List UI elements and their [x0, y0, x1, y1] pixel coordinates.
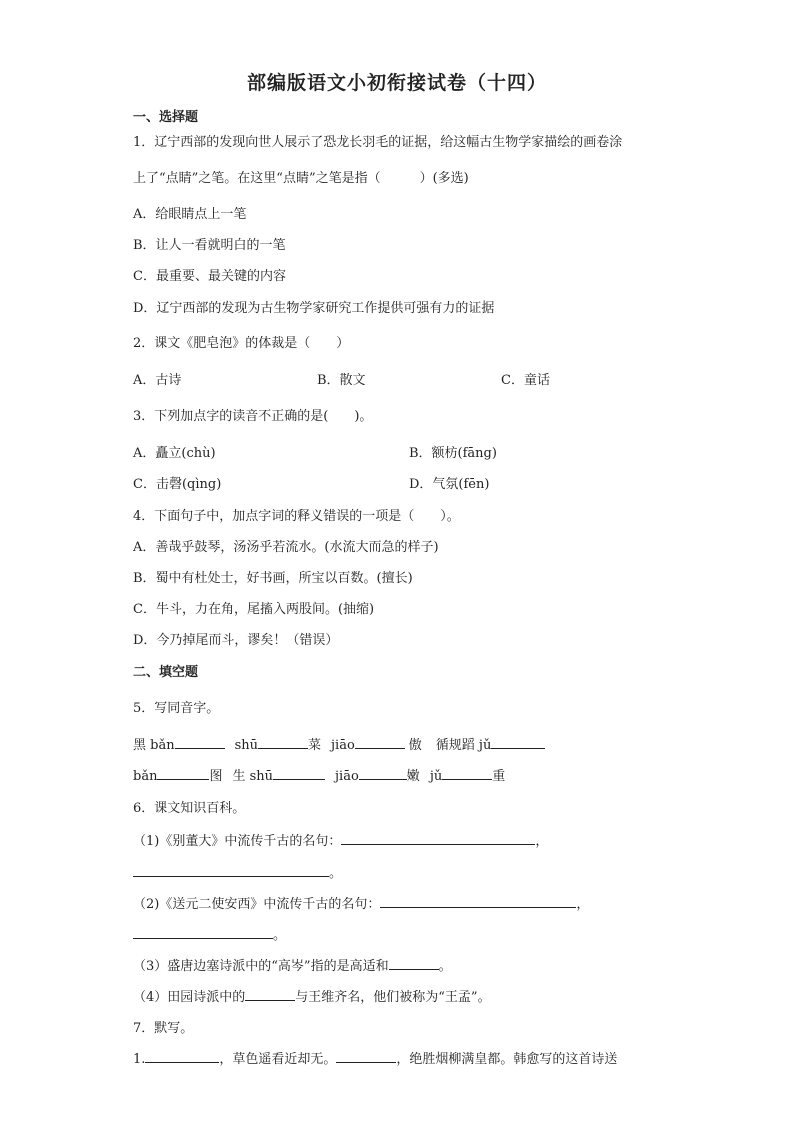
q7-prefix: 1.	[133, 1052, 146, 1067]
q5-r2-text5: 嫩	[406, 769, 420, 784]
q5-stem: 5．写同音字。	[133, 701, 220, 716]
q6-p2-blank1[interactable]	[380, 895, 576, 908]
q6-p1-blank2[interactable]	[133, 864, 329, 877]
q6-p3-blank[interactable]	[389, 957, 439, 970]
q5-r2-text2: 图	[209, 769, 223, 784]
q7-mid: ，草色遥看近却无。	[219, 1052, 337, 1067]
q2-stem: 2．课文《肥皂泡》的体裁是（ ）	[133, 336, 350, 351]
q5-r2-blank4[interactable]	[442, 767, 492, 780]
q6-part1	[133, 830, 548, 849]
q7-blank2[interactable]	[336, 1050, 396, 1063]
q1-option-c: C．最重要、最关键的内容	[133, 269, 286, 284]
q3-option-d: D．气氛(fēn)	[409, 477, 490, 492]
q6-p1-comma: ，	[535, 834, 549, 849]
q6-p2-comma: ，	[576, 897, 590, 912]
q6-part3	[133, 955, 452, 974]
q6-part1-cont	[133, 862, 342, 881]
q1-stem-line2: 上了“点睛”之笔。在这里“点睛”之笔是指（ ）(多选)	[133, 171, 469, 186]
q5-r1-text1: 黑 bǎn	[133, 738, 175, 753]
q5-r1-text6: 循规蹈 jǔ	[435, 738, 492, 753]
q4-option-d: D．今乃掉尾而斗，谬矣！（错误）	[133, 633, 339, 648]
section-heading-choice: 一、选择题	[133, 110, 199, 125]
q6-p1-period: 。	[329, 866, 343, 881]
q6-p2-text: （2)《送元二使安西》中流传千古的名句：	[133, 897, 381, 912]
q1-option-b: B．让人一看就明白的一笔	[133, 238, 286, 253]
q3-stem: 3．下列加点字的读音不正确的是( )。	[133, 409, 373, 424]
q1-stem-line1: 1．辽宁西部的发现向世人展示了恐龙长羽毛的证据，给这幅古生物学家描绘的画卷涂	[133, 135, 623, 150]
q6-p1-blank1[interactable]	[341, 832, 535, 845]
page-title: 部编版语文小初衔接试卷（十四）	[246, 72, 547, 94]
q6-p3-period: 。	[438, 959, 452, 974]
q3-option-a: A．矗立(chù)	[133, 446, 216, 461]
q1-option-a: A．给眼睛点上一笔	[133, 207, 247, 222]
q6-p3-text: （3）盛唐边塞诗派中的“高岑”指的是高适和	[133, 959, 389, 974]
q5-r2-text6: jǔ	[429, 769, 443, 784]
q5-r2-blank2[interactable]	[273, 767, 325, 780]
q2-option-a: A．古诗	[133, 373, 182, 388]
q1-option-d: D．辽宁西部的发现为古生物学家研究工作提供可强有力的证据	[133, 301, 495, 316]
q2-option-c: C．童话	[501, 373, 550, 388]
q7-tail: ，绝胜烟柳满皇都。韩愈写的这首诗送	[396, 1052, 618, 1067]
q5-r1-text5: 傲	[408, 738, 422, 753]
q5-r2-text1: bǎn	[133, 769, 158, 784]
q5-r1-text4: jiāo	[331, 738, 355, 753]
q5-r1-blank2[interactable]	[258, 736, 308, 749]
q5-r1-blank4[interactable]	[491, 736, 545, 749]
q5-row1	[133, 734, 545, 753]
q6-part2-cont	[133, 924, 286, 943]
q5-r1-blank1[interactable]	[175, 736, 225, 749]
q6-stem: 6．课文知识百科。	[133, 801, 246, 816]
q6-p2-period: 。	[273, 928, 287, 943]
q7-line1	[133, 1048, 617, 1067]
q6-p4-text1: （4）田园诗派中的	[133, 990, 246, 1005]
q5-r2-blank1[interactable]	[157, 767, 209, 780]
q4-option-a: A．善哉乎鼓琴，汤汤乎若流水。(水流大而急的样子)	[133, 540, 439, 555]
q2-option-b: B．散文	[317, 373, 366, 388]
q3-option-b: B．额枋(fāng)	[409, 446, 497, 461]
q4-stem: 4．下面句子中，加点字词的释义错误的一项是（ ）。	[133, 509, 460, 524]
q4-option-b: B．蜀中有杜处士，好书画，所宝以百数。(擅长)	[133, 571, 413, 586]
q7-stem: 7．默写。	[133, 1021, 194, 1036]
q6-part2	[133, 893, 589, 912]
q5-r2-text4: jiāo	[335, 769, 359, 784]
q7-blank1[interactable]	[145, 1050, 219, 1063]
q5-r2-text7: 重	[492, 769, 506, 784]
q5-r1-text2: shū	[234, 738, 258, 753]
q5-r2-blank3[interactable]	[359, 767, 407, 780]
section-heading-fill: 二、填空题	[133, 665, 199, 680]
q6-p1-text: （1)《别董大》中流传千古的名句：	[133, 834, 342, 849]
q3-option-c: C．击磬(qìng)	[133, 477, 222, 492]
q5-r2-text3: 生 shū	[232, 769, 274, 784]
q5-r1-text3: 菜	[308, 738, 322, 753]
q5-row2	[133, 765, 505, 784]
q6-p4-text2: 与王维齐名，他们被称为“王孟”。	[295, 990, 491, 1005]
q5-r1-blank3[interactable]	[355, 736, 405, 749]
q6-p4-blank[interactable]	[245, 988, 295, 1001]
q6-part4	[133, 986, 491, 1005]
q4-option-c: C．牛斗，力在角，尾搐入两股间。(抽缩)	[133, 602, 375, 617]
q6-p2-blank2[interactable]	[133, 926, 273, 939]
